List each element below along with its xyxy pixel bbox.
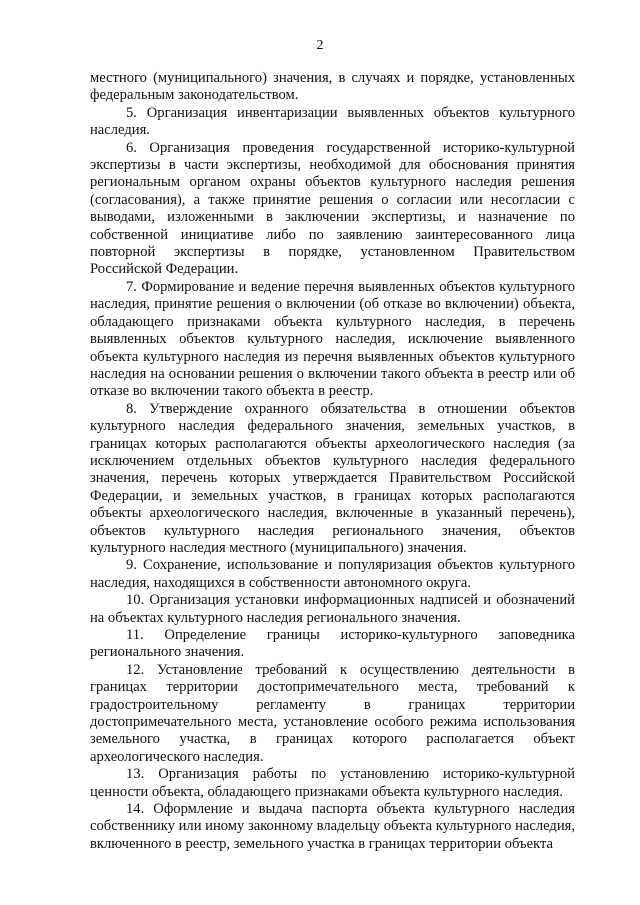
paragraph-item-7: 7. Формирование и ведение перечня выявленных объектов культурного наследия, принятие решения о включении (об отказе во включении) объекта, обладающего признаками объекта культурного наследия, в перечень выявленных объектов культурного наследия, исключение выявленного объекта культурного наследия из перечня выявленных объектов культурного наследия на основании решения о включении такого объекта в реестр или об отказе во включении такого объекта в реестр. [90,278,575,400]
paragraph-item-10: 10. Организация установки информационных надписей и обозначений на объектах культурного наследия регионального значения. [90,592,575,626]
paragraph-continuation: местного (муниципального) значения, в случаях и порядке, установленных федеральным законодательством. [90,70,575,104]
paragraph-item-8: 8. Утверждение охранного обязательства в отношении объектов культурного наследия федерального значения, земельных участков, в границах которых располагаются объекты археологического наследия (за исключением отдельных объектов культурного наследия федерального значения, перечень которых утверждается Правительством Российской Федерации, и земельных участков, в границах которых располагаются объекты археологического наследия, включенные в указанный перечень), объектов культурного наследия регионального значения, объектов культурного наследия местного (муниципального) значения. [90,400,575,556]
paragraph-item-14: 14. Оформление и выдача паспорта объекта культурного наследия собственнику или иному законному владельцу объекта культурного наследия, включенного в реестр, земельного участка в границах территории объекта [90,801,575,852]
paragraph-item-5: 5. Организация инвентаризации выявленных объектов культурного наследия. [90,104,575,139]
paragraph-item-9: 9. Сохранение, использование и популяризация объектов культурного наследия, находящихся в собственности автономного округа. [90,557,575,591]
paragraph-item-13: 13. Организация работы по установлению историко-культурной ценности объекта, обладающего признаками объекта культурного наследия. [90,766,575,800]
page-number: 2 [316,38,324,53]
paragraph-item-11: 11. Определение границы историко-культурного заповедника регионального значения. [90,627,575,661]
paragraph-item-12: 12. Установление требований к осуществлению деятельности в границах территории достопримечательного места, требований к градостроительному регламенту в границах территории достопримечательного места, установление особого режима использования земельного участка, в границах которого располагается объект археологического наследия. [90,661,575,765]
paragraph-item-6: 6. Организация проведения государственной историко-культурной экспертизы в части экспертизы, необходимой для обоснования принятия региональным органом охраны объектов культурного наследия решения (согласования), а также принятие решения о согласии или несогласии с выводами, изложенными в заключении экспертизы, и назначение по собственной инициативе либо по заявлению заинтересованного лица повторной экспертизы в порядке, установленном Правительством Российской Федерации. [90,139,575,278]
document-body [90,70,575,853]
